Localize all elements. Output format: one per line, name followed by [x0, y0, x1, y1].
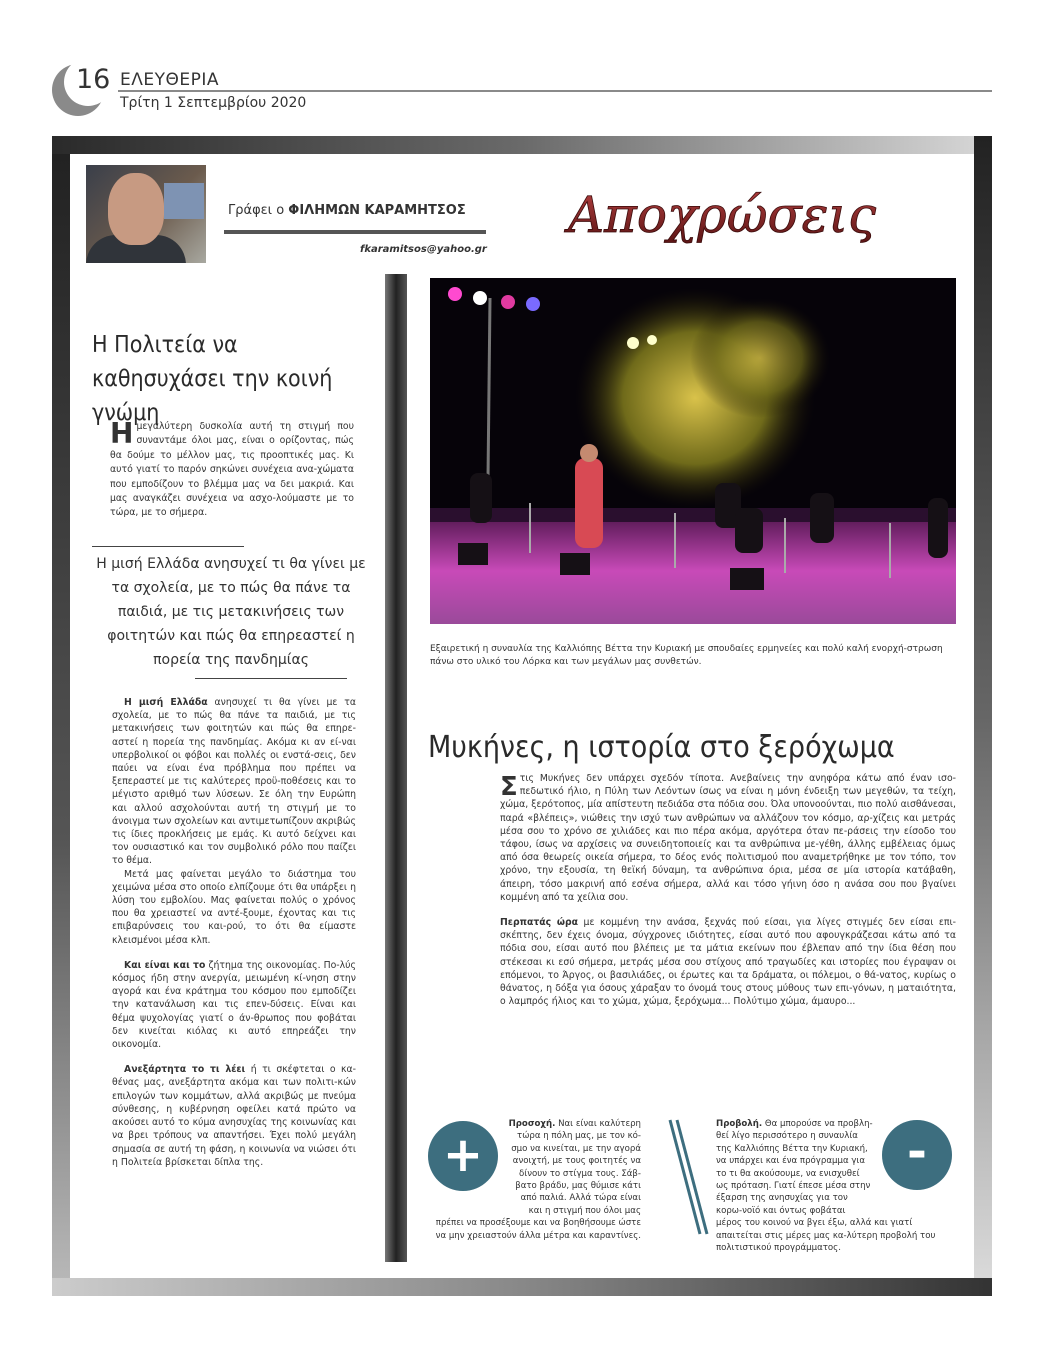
plus-icon: + [428, 1121, 498, 1191]
paragraph-lead: Περπατάς ώρα [500, 917, 579, 929]
issue-date: Τρίτη 1 Σεπτεμβρίου 2020 [120, 95, 307, 111]
column-divider [385, 274, 407, 1262]
concert-photo [430, 278, 956, 624]
newspaper-name: ΕΛΕΥΘΕΡΙΑ [120, 70, 220, 90]
pro-text: Ναι είναι καλύτερη τώρα η πόλη μας, με τον κό-σμο να κινείται, με την αγορά ανοιχτή, με τους φοιτητές να δίνουν το στίγμα τους. Σάβ-βατο βράδυ, μας θύμισε κάτι από παλιά. Αλλά τώρα είναι και η στιγμή που όλοι μας πρέπει να προσέξουμε και να βοηθήσουμε ώστε να μην χρειαστούν άλλα μέτρα και καραντίνες. [435, 1119, 641, 1241]
author-name: ΦΙΛΗΜΩΝ ΚΑΡΑΜΗΤΣΟΣ [288, 203, 466, 218]
frame-bottom-bar [52, 1278, 992, 1296]
paragraph [500, 772, 956, 904]
main-article-title: Μυκήνες, η ιστορία στο ξερόχωμα [428, 730, 895, 765]
lede-text: μεγαλύτερη δυσκολία αυτή τη στιγμή που συναντάμε όλοι μας, είναι ο ορίζοντας, πώς θα δούμε το μέλλον μας, τις προοπτικές μας. Κι αυτό γιατί το παρόν σηκώνει συνέχεια ανα-χώματα που εμποδίζουν το βλέμμα μας να δει μακριά. Και μας αναγκάζει συνέχεια να ασχο-λούμαστε με το τώρα, με το σήμερα. [110, 421, 354, 519]
left-article-title: Η Πολιτεία να καθησυχάσει την κοινή γνώμη [92, 332, 333, 426]
paragraph [500, 916, 956, 1008]
pull-quote-rule-top [92, 546, 244, 547]
paragraph [112, 1063, 356, 1169]
pull-quote: Η μισή Ελλάδα ανησυχεί τι θα γίνει με τα σχολεία, με το πώς θα πάνε τα παιδιά, με τις μετακινήσεις των φοιτητών και πώς θα επηρεαστεί η πορεία της πανδημίας [96, 556, 366, 668]
pull-quote-rule-bottom [195, 678, 347, 679]
frame-top-bar [52, 136, 992, 154]
photo-caption: Εξαιρετική η συναυλία της Καλλιόπης Βέττα την Κυριακή με σπουδαίες ερμηνείες και πολύ καλή ενορχή-στρωση πάνω στο υλικό του Λόρκα και των μεγάλων μας συνθετών. [430, 644, 943, 667]
paragraph-text: με κομμένη την ανάσα, ξεχνάς πού είσαι, για λίγες στιγμές δεν είσαι επι-σκέπτης, δεν έχεις όνομα, σύγχρονες ιδιότητες, είσαι αυτό που αφουγκράζεσαι κάτω από τα πόδια σου, είσαι αυτό που βλέπεις με τα μάτια εκείνων που έβλεπαν από την ίδια θέση που στέκεσαι κι εσύ σήμερα, μετράς μέσα σου στίχους από τραγωδίες και ιστορίες που έγραψαν οι επόμενοι, το Άργος, οι βασιλιάδες, οι έρωτες και τα δράματα, οι πόλεμοι, ο θά-νατος, κυρίως ο θάνατος, η δόξα για όσους χάραξαν το όνομά τους στους μύθους των επι-γόνων, η ματαιότητα, ο λαμπρός ήλιος και το χώμα, χώμα, ξερόχωμα... Πολύτιμο χώμα, άμαυρο... [500, 917, 956, 1008]
paragraph-text: ζήτημα της οικονομίας. Πο-λύς κόσμος ήδη στην ανεργία, μειωμένη κί-νηση στην αγορά και ένα κράτημα του κόσμου που εμποδίζει την κατανάλωση και τις επεν-δύσεις. Είναι και θέμα ψυχολογίας γιατί ο άν-θρωπος που φοβάται δεν κινείται κιόλας κι αυτό επηρεάζει την οικονομία. [112, 959, 356, 1051]
paragraph [112, 959, 356, 1051]
author-photo [86, 165, 206, 263]
pro-box [428, 1118, 641, 1242]
paragraph-lead: Και είναι και το [124, 959, 206, 971]
author-email[interactable]: fkaramitsos@yahoo.gr [360, 244, 487, 255]
column-logo [522, 176, 922, 256]
header-rule [118, 90, 992, 92]
pro-lead: Προσοχή. [508, 1119, 556, 1129]
con-lead: Προβολή. [716, 1119, 763, 1129]
page-number: 16 [76, 64, 111, 95]
paragraph-lead: Η μισή Ελλάδα [124, 697, 208, 708]
paragraph-text: Μετά μας φαίνεται μεγάλο το διάστημα του χειμώνα μέσα στο οποίο ελπίζουμε ότι θα υπάρξει η λύση του εμβολίου. Μας φαίνεται πολύς ο χρόνος που θα χρειαστεί να αντέ-ξουμε, έχοντας και τις επιβαρύνσεις του και-ρού, το ότι θα είμαστε κλεισμένοι μέσα κλπ. [112, 868, 356, 946]
separator-slashes [664, 1118, 710, 1238]
byline-rule [224, 230, 486, 234]
lede-dropcap: Η [110, 417, 134, 450]
paragraph-text: ή τι σκέφτεται ο κα-θένας μας, ανεξάρτητα ακόμα και των πολιτι-κών επιλογών των κομμάτων, αλλά ακριβώς με πνεύμα σύνθεσης, η κυβέρνηση οφείλει κατά πρώτο να ακούσει αυτό το κύμα ανησυχίας της κοινωνίας και να βρει τρόπους να απαντήσει. Έχει πολύ μεγάλη σημασία σε αυτή τη φάση, η κοινωνία να νιώσει ότι η Πολιτεία βρίσκεται δίπλα της. [112, 1064, 356, 1168]
frame-right-bar [974, 136, 992, 1296]
minus-icon: - [882, 1120, 952, 1190]
paragraph [112, 868, 356, 947]
byline-prefix: Γράφει ο [228, 203, 285, 218]
paragraph-text: ανησυχεί τι θα γίνει με τα σχολεία, με το πώς θα πάνε τα παιδιά, με τις μετακινήσεις των φοιτητών και πώς θα επηρε-αστεί η πορεία της πανδημίας. Ακόμα κι αν εί-ναι υπερβολικοί οι φόβοι και πολλές οι ενστά-σεις, δεν παύει να είναι ένα πρόβλημα που πρέπει να ξεπεραστεί με τις καλύτερες προϋ-ποθέσεις και το μέγιστο αριθμό των λύσεων. Σε όλη την Ευρώπη και αλλού ασχολούνται αυτή τη στιγμή με το άνοιγμα των σχολείων και αντιμετωπίζουν ακριβώς τις ίδιες προκλήσεις με εμάς. Κι αυτό δείχνει και τον ουσιαστικό και τον συμβολικό ρόλο που παίζει το θέμα. [112, 697, 356, 867]
paragraph-text: τις Μυκήνες δεν υπάρχει σχεδόν τίποτα. Ανεβαίνεις την ανηφόρα κάτω από έναν ισο-πεδωτικό ήλιο, η Πύλη των Λεόντων ίσως να είναι η μόνη ένδειξη των μεγεθών, τα τείχη, χώμα, ξερότοπος, μία απίστευτη πεδιάδα στα πόδια σου. Όλα υπονοούνται, πιο πολύ αισθάνεσαι, παρά «βλέπεις», νιώθεις την ισχύ των ανθρώπων να αλλάζουν τον κόσμο, αρ-χίζεις και μετράς μέσα σου το χρόνο σε χιλιάδες και πιο πέρα ακόμα, αργότερα όταν πε-ράσεις την είσοδο του τάφου, ίσως να αρχίσεις να συνειδητοποιείς και τα ανθρώπινα με-γέθη, άλλης εμβέλειας όμως από όσα θεωρείς οικεία σήμερα, το δέος ενός πολιτισμού που αναμετρήθηκε με τον τόπο, τον χρόνο, την εξουσία, τη θεϊκή δύναμη, τα ανθρώπινα όρια, μέσα σε μία ιστορία κατάβαθη, άπειρη, τόσο μακρινή από εσένα σήμερα, αλλά και τόσο γήινη όσο η ανάσα σου που βγαίνει κομμένη από τα χείλια σου. [500, 773, 956, 903]
byline [228, 203, 466, 218]
column-logo-text: Αποχρώσεις [567, 186, 877, 244]
left-article-body [112, 696, 356, 1169]
con-box [716, 1118, 954, 1254]
paragraph [112, 696, 356, 868]
frame-left-bar [52, 154, 70, 1296]
con-text: Θα μπορούσε να προβλη-θεί λίγο περισσότερο η συναυλία της Καλλιόπης Βέττα την Κυριακή, να υπάρχει και ένα πρόγραμμα για το τι θα ακούσουμε, να ενισχυθεί ως πρόταση. Γιατί έπεσε μέσα στην έξαρση της ανησυχίας για τον κορω-νοϊό και όντως φοβάται μέρος του κοινού να βγει έξω, αλλά και γιατί απαιτείται στις μέρες μας κα-λύτερη προβολή του πολιτιστικού προγράμματος. [716, 1119, 936, 1254]
main-dropcap: Σ [500, 772, 518, 802]
left-article-lede [110, 417, 354, 521]
paragraph-lead: Ανεξάρτητα το τι λέει [124, 1064, 246, 1076]
main-article-body [500, 772, 956, 1008]
